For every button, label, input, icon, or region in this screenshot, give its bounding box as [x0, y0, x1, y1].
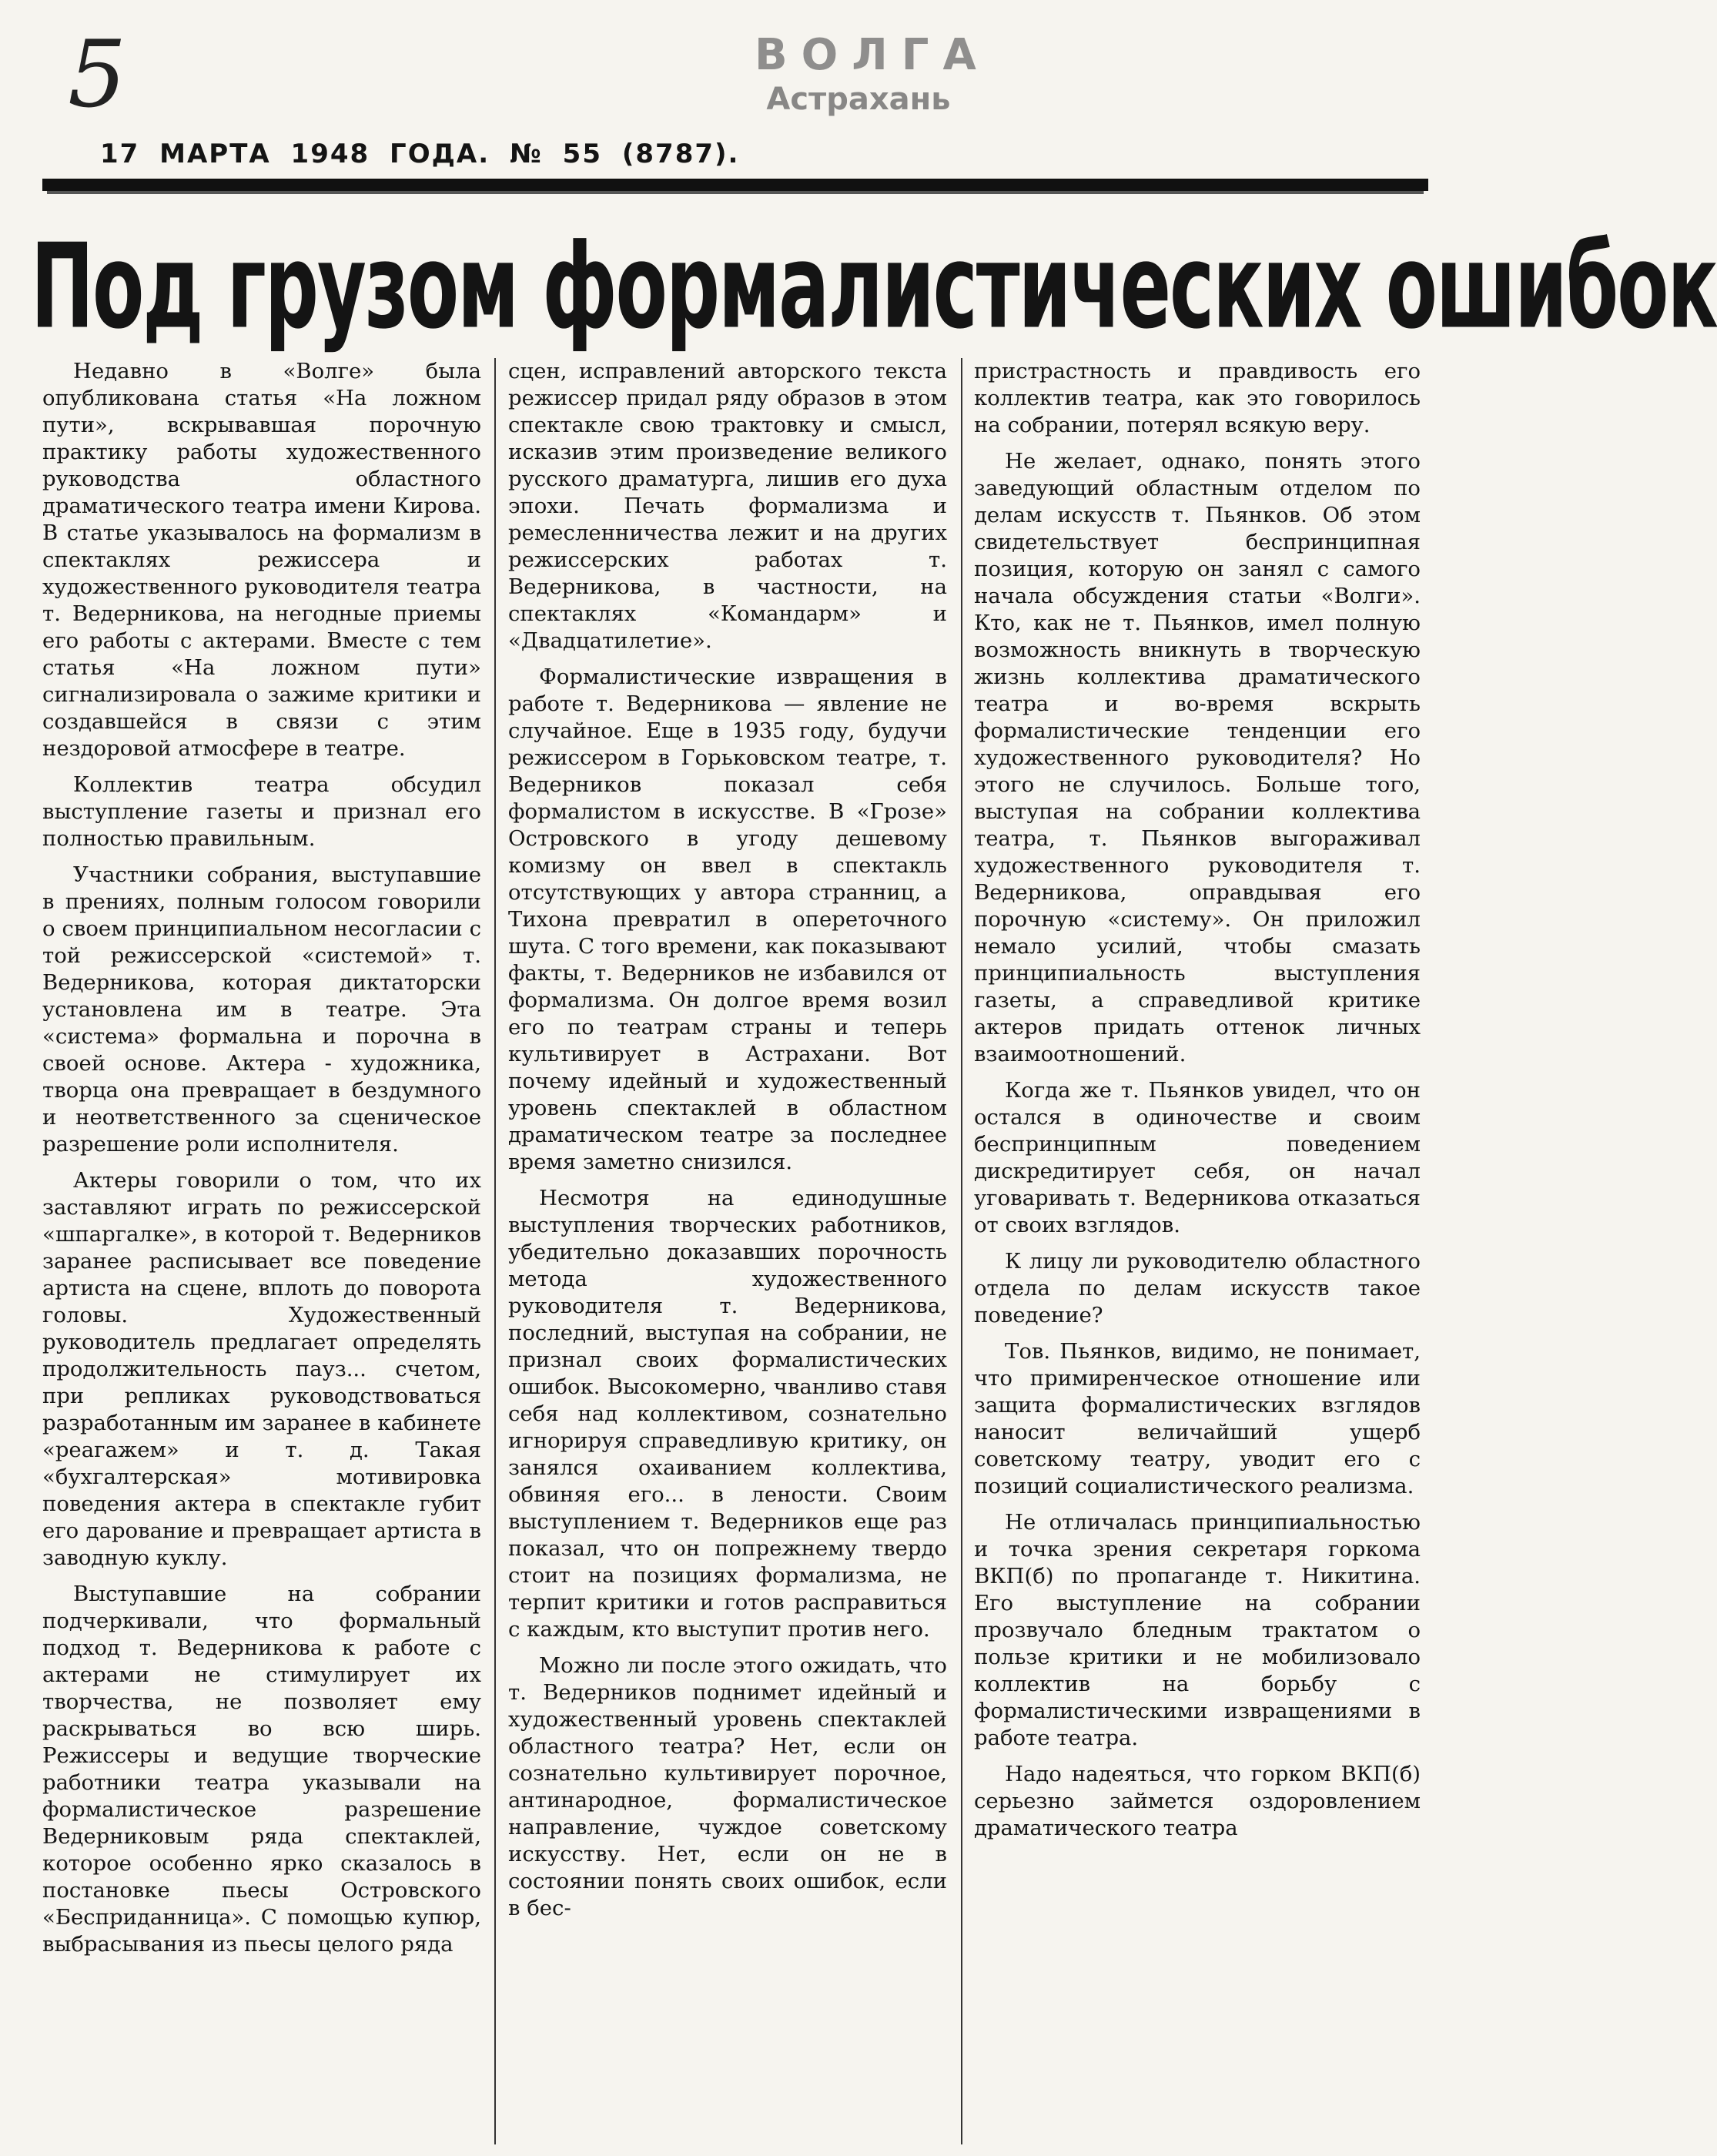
- paragraph: Надо надеяться, что горком ВКП(б) серьезно займется оздоровлением драматического театра: [974, 1762, 1421, 1840]
- issue-dateline: 17 МАРТА 1948 ГОДА. № 55 (8787).: [100, 139, 740, 169]
- header-rule: [42, 179, 1428, 191]
- paragraph: К лицу ли руководителю областного отдела по делам искусств такое поведение?: [974, 1249, 1421, 1327]
- paragraph: Не желает, однако, понять этого заведующий областным отделом по делам искусств т. Пьянков. Об этом свидетельствует беспринципная позиция, которую он занял с самого начала обсуждения статьи «Волги». Кто, как не т. Пьянков, имел полную возможность вникнуть в творческую жизнь коллектива драматического театра и во-время вскрыть формалистические тенденции его художественного руководителя? Но этого не случилось. Больше того, выступая на собрании коллектива театра, т. Пьянков выгораживал художественного руководителя т. Ведерникова, оправдывая его порочную «систему». Он приложил немало усилий, чтобы смазать принципиальность выступления газеты, а справедливой критике актеров придать оттенок личных взаимоотношений.: [974, 449, 1421, 1066]
- paragraph: Когда же т. Пьянков увидел, что он остался в одиночестве и своим беспринципным поведением дискредитирует себя, он начал уговаривать т. Ведерникова отказаться от своих взглядов.: [974, 1078, 1421, 1237]
- article-column-1: [42, 358, 481, 2152]
- handwritten-page-number: 5: [68, 22, 127, 129]
- paragraph: Не отличалась принципиальностью и точка зрения секретаря горкома ВКП(б) по пропаганде т. Никитина. Его выступление на собрании прозвучало бледным трактатом о пользе критики и не мобилизовало коллектив на борьбу с формалистическими извращениями в работе театра.: [974, 1510, 1421, 1750]
- article-headline: Под грузом формалистических ошибок: [31, 219, 1717, 356]
- paragraph: Несмотря на единодушные выступления творческих работников, убедительно доказавших порочность метода художественного руководителя т. Ведерникова, последний, выступая на собрании, не признал своих формалистических ошибок. Высокомерно, чванливо ставя себя над коллективом, сознательно игнорируя справедливую критику, он занялся охаиванием коллектива, обвиняя его... в лености. Своим выступлением т. Ведерников еще раз показал, что он попрежнему твердо стоит на позициях формализма, не терпит критики и готов расправиться с каждым, кто выступит против него.: [508, 1186, 947, 1642]
- paragraph: Участники собрания, выступавшие в прениях, полным голосом говорили о своем принципиальном несогласии с той режиссерской «системой» т. Ведерникова, которая диктаторски установлена им в театре. Эта «система» формальна и порочна в своей основе. Актера - художника, творца она превращает в бездумного и неответственного за сценическое разрешение роли исполнителя.: [42, 862, 481, 1157]
- paragraph: Коллектив театра обсудил выступление газеты и признал его полностью правильным.: [42, 772, 481, 851]
- paragraph: пристрастность и правдивость его коллектив театра, как это говорилось на собрании, потерял всякую веру.: [974, 359, 1421, 437]
- paragraph: сцен, исправлений авторского текста режиссер придал ряду образов в этом спектакле свою трактовку и смысл, исказив этим произведение великого русского драматурга, лишив его духа эпохи. Печать формализма и ремесленничества лежит и на других режиссерских работах т. Ведерникова, в частности, на спектаклях «Командарм» и «Двадцатилетие».: [508, 359, 947, 653]
- article-column-2: [508, 358, 947, 2152]
- stamp-city: Астрахань: [766, 82, 951, 117]
- paragraph: Формалистические извращения в работе т. Ведерникова — явление не случайное. Еще в 1935 году, будучи режиссером в Горьковском театре, т. Ведерников показал себя формалистом в искусстве. В «Грозе» Островского в угоду дешевому комизму он ввел в спектакль отсутствующих у автора странниц, а Тихона превратил в опереточного шута. С того времени, как показывают факты, т. Ведерников не избавился от формализма. Он долгое время возил его по театрам страны и теперь культивирует в Астрахани. Вот почему идейный и художественный уровень спектаклей в областном драматическом театре за последнее время заметно снизился.: [508, 665, 947, 1174]
- paragraph: Тов. Пьянков, видимо, не понимает, что примиренческое отношение или защита формалистических взглядов наносит величайший ущерб советскому театру, уводит его с позиций социалистического реализма.: [974, 1339, 1421, 1498]
- stamp-newspaper-name: ВОЛГА: [755, 30, 990, 80]
- paragraph: Выступавшие на собрании подчеркивали, что формальный подход т. Ведерникова к работе с актерами не стимулирует их творчества, не позволяет ему раскрываться во всю ширь. Режиссеры и ведущие творческие работники театра указывали на формалистическое разрешение Ведерниковым ряда спектаклей, которое особенно ярко сказалось в постановке пьесы Островского «Бесприданница». С помощью купюр, выбрасывания из пьесы целого ряда: [42, 1582, 481, 1957]
- paragraph: Можно ли после этого ожидать, что т. Ведерников поднимет идейный и художественный уровень спектаклей областного театра? Нет, если он сознательно культивирует порочное, антинародное, формалистическое направление, чуждое советскому искусству. Нет, если он не в состоянии понять своих ошибок, если в бес-: [508, 1653, 947, 1920]
- library-stamp: [755, 30, 990, 140]
- column-divider: [961, 358, 962, 2144]
- article-column-3: [974, 358, 1421, 2152]
- column-divider: [494, 358, 496, 2144]
- paragraph: Недавно в «Волге» была опубликована статья «На ложном пути», вскрывавшая порочную практику работы художественного руководства областного драматического театра имени Кирова. В статье указывалось на формализм в спектаклях режиссера и художественного руководителя театра т. Ведерникова, на негодные приемы его работы с актерами. Вместе с тем статья «На ложном пути» сигнализировала о зажиме критики и создавшейся в связи с этим нездоровой атмосфере в театре.: [42, 359, 481, 761]
- paragraph: Актеры говорили о том, что их заставляют играть по режиссерской «шпаргалке», в которой т. Ведерников заранее расписывает все поведение артиста на сцене, вплоть до поворота головы. Художественный руководитель предлагает определять продолжительность пауз... счетом, при репликах руководствоваться разработанным им заранее в кабинете «реагажем» и т. д. Такая «бухгалтерская» мотивировка поведения актера в спектакле губит его дарование и превращает артиста в заводную куклу.: [42, 1168, 481, 1570]
